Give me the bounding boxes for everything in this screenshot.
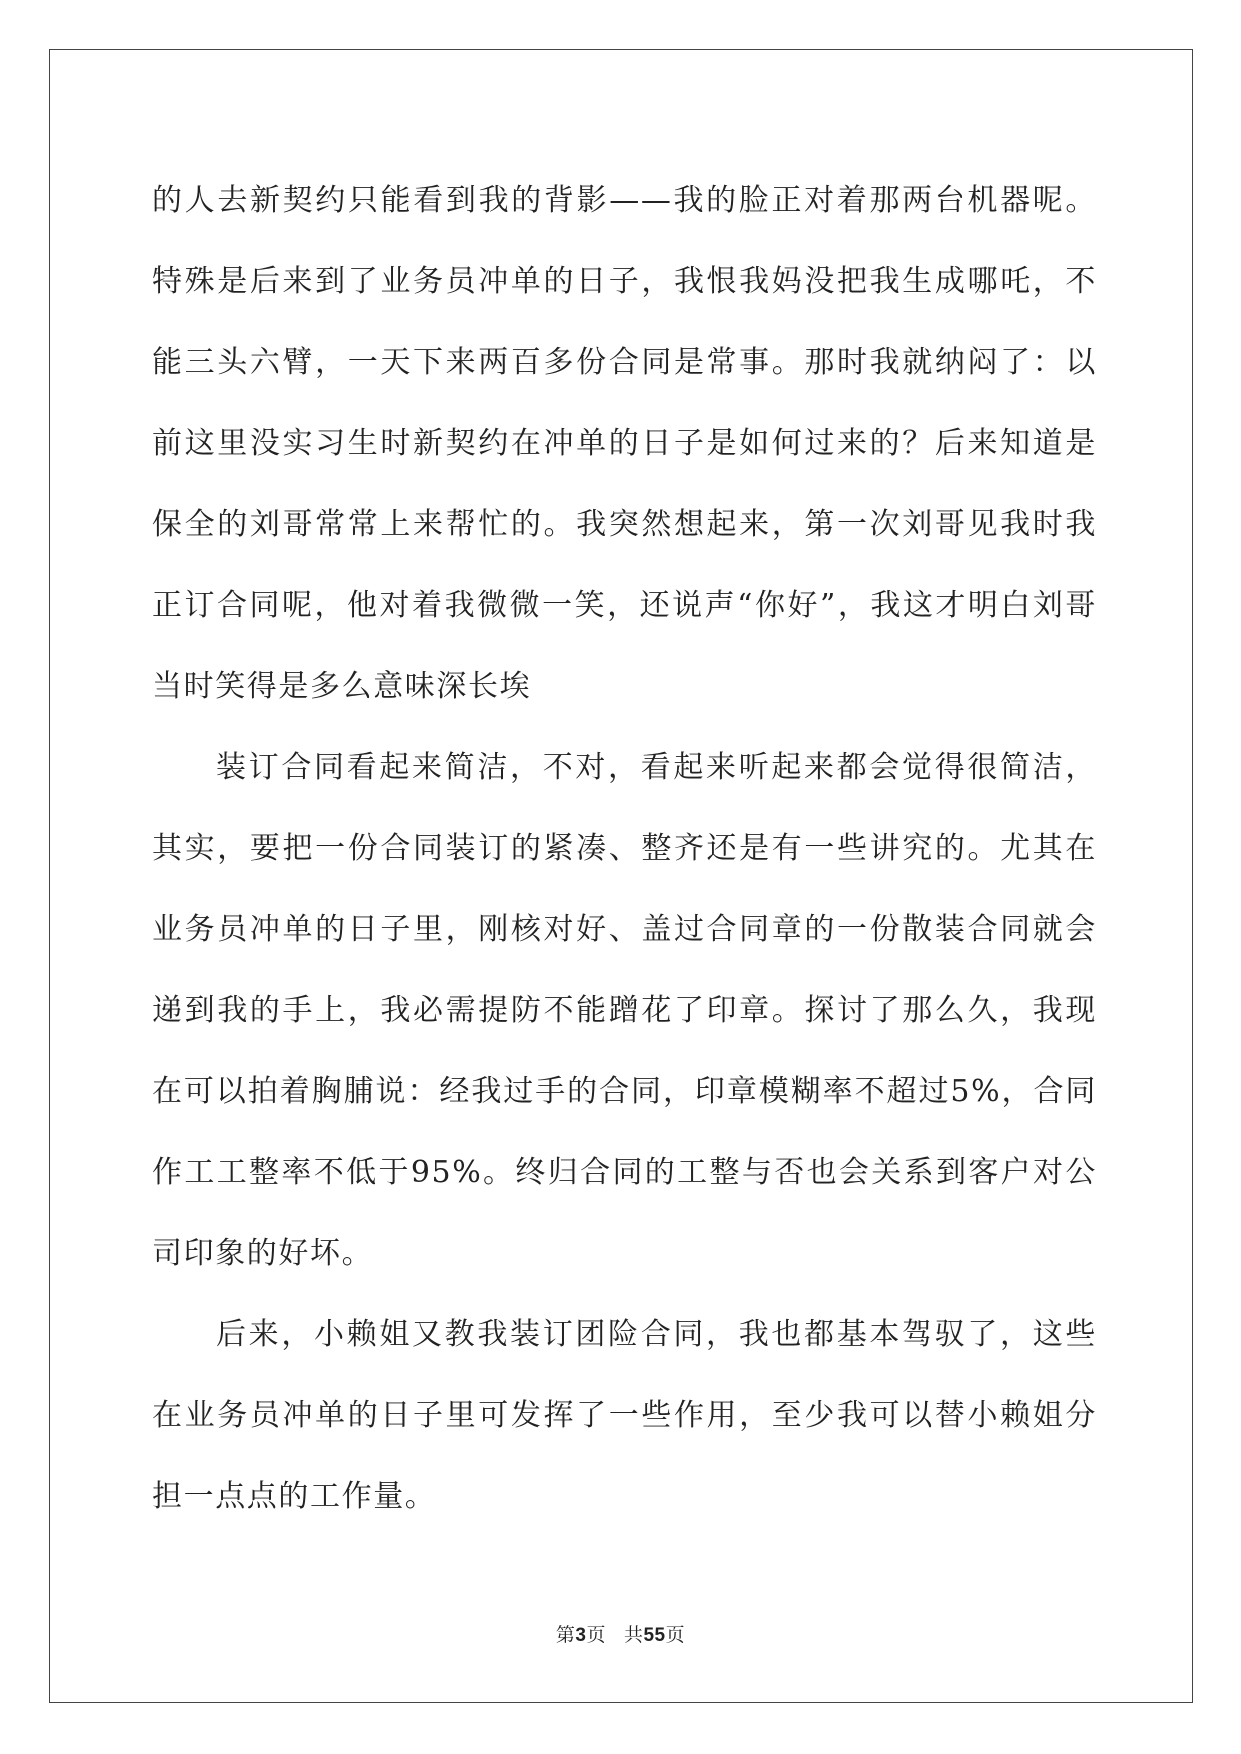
document-body — [152, 160, 1097, 1537]
page-prefix: 第 — [555, 1624, 576, 1646]
total-prefix: 共 — [623, 1624, 644, 1646]
page-number: 3 — [575, 1625, 587, 1646]
paragraph-2: 装订合同看起来简洁，不对，看起来听起来都会觉得很简洁，其实，要把一份合同装订的紧凑、整齐还是有一些讲究的。尤其在业务员冲单的日子里，刚核对好、盖过合同章的一份散装合同就会递到我的手上，我必需提防不能蹭花了印章。探讨了那么久，我现在可以拍着胸脯说：经我过手的合同，印章模糊率不超过5%，合同作工工整率不低于95%。终归合同的工整与否也会关系到客户对公司印象的好坏。 — [152, 750, 1097, 1271]
page-suffix: 页 — [586, 1624, 606, 1646]
page-footer — [0, 1620, 1241, 1647]
paragraph-1: 的人去新契约只能看到我的背影——我的脸正对着那两台机器呢。特殊是后来到了业务员冲单的日子，我恨我妈没把我生成哪吒，不能三头六臂，一天下来两百多份合同是常事。那时我就纳闷了：以前这里没实习生时新契约在冲单的日子是如何过来的？后来知道是保全的刘哥常常上来帮忙的。我突然想起来，第一次刘哥见我时我正订合同呢，他对着我微微一笑，还说声“你好”，我这才明白刘哥当时笑得是多么意味深长埃 — [152, 183, 1097, 704]
paragraph-3: 后来，小赖姐又教我装订团险合同，我也都基本驾驭了，这些在业务员冲单的日子里可发挥了一些作用，至少我可以替小赖姐分担一点点的工作量。 — [152, 1317, 1097, 1514]
total-pages: 55 — [643, 1625, 666, 1646]
total-suffix: 页 — [665, 1624, 686, 1646]
